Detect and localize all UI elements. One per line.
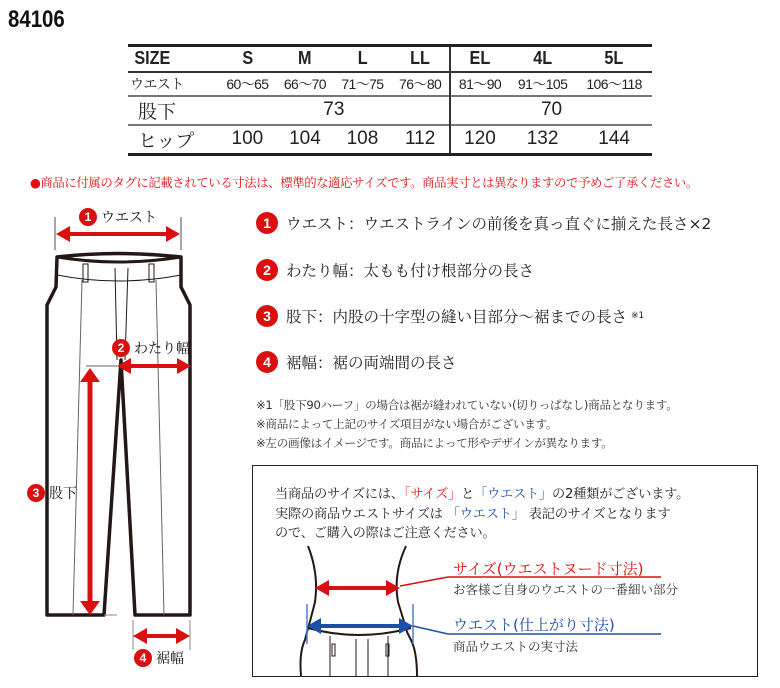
diagram-label-thigh [112, 338, 190, 358]
size-header-label: SIZE [134, 48, 171, 69]
measurement-legend [256, 212, 711, 397]
table-row-waist [128, 72, 652, 96]
finished-waist-description: 商品ウエストの実寸法 [453, 639, 579, 654]
number-badge-3: 3 [27, 484, 45, 502]
hip-l: 108 [346, 128, 379, 149]
nude-waist-description: お客様ご自身のウエストの一番細い部分 [453, 582, 679, 597]
hip-m: 104 [289, 128, 321, 149]
number-badge-1: 1 [256, 212, 278, 234]
info-text-segment: と [461, 487, 475, 502]
waist-s: 60～65 [226, 75, 269, 92]
size-header-5l: 5L [604, 48, 624, 69]
size-term: 「サイズ」 [403, 487, 462, 502]
row-label-waist: ウエスト [130, 75, 184, 92]
number-badge-4: 4 [256, 351, 278, 373]
size-header-m: M [298, 48, 312, 69]
legend-text: 股下：内股の十字型の縫い目部分～裾までの長さ [286, 308, 628, 326]
info-line-1 [275, 485, 689, 505]
size-table-header-row [128, 46, 652, 72]
hip-4l: 132 [526, 128, 559, 149]
diagram-label-text: 裾幅 [156, 651, 184, 667]
hip-ll: 112 [404, 128, 436, 149]
number-badge-1: 1 [79, 208, 97, 226]
table-row-hip [128, 125, 652, 155]
diagram-label-waist [79, 207, 157, 227]
legend-text: 裾幅：裾の両端間の長さ [286, 354, 457, 372]
size-header-el: EL [453, 46, 506, 72]
legend-text: わたり幅：太もも付け根部分の長さ [286, 262, 535, 280]
diagram-label-text: ウエスト [101, 210, 157, 226]
footnote-3: ※左の画像はイメージです。商品によって形やデザインが異なります。 [256, 436, 613, 450]
number-badge-2: 2 [256, 259, 278, 281]
legend-item-inseam [256, 305, 711, 327]
info-text-segment: 当商品のサイズには、 [275, 487, 404, 502]
footnotes [256, 396, 678, 453]
footnote-ref: ※1 [631, 311, 645, 321]
number-badge-4: 4 [134, 649, 152, 667]
hip-s: 100 [231, 128, 264, 149]
footnote-1: ※1「股下90ハーフ」の場合は裾が縫われていない(切りっぱなし)商品となります。 [256, 398, 678, 412]
legend-text: ウエスト：ウエストラインの前後を真っ直ぐに揃えた長さ×2 [286, 215, 712, 233]
waist-4l: 91～105 [517, 75, 568, 92]
waist-term: 「ウエスト」 [474, 487, 553, 502]
info-text-segment: 実際の商品ウエストサイズは [275, 506, 443, 522]
size-header-l: L [357, 48, 368, 69]
pants-diagram [0, 195, 240, 688]
diagram-label-text: 股下 [49, 486, 77, 502]
info-text-segment: 表記のサイズとなります [528, 506, 671, 522]
info-text [275, 485, 689, 544]
diagram-label-hem [134, 648, 184, 668]
size-header-s: S [241, 48, 253, 69]
diagram-label-text: わたり幅 [134, 341, 190, 357]
model-number: 84106 [8, 6, 65, 33]
size-table [128, 44, 652, 156]
footnote-2: ※商品によって上記のサイズ項目がない場合がございます。 [256, 417, 558, 431]
info-text-segment: の2種類がございます。 [552, 487, 690, 502]
hip-5l: 144 [598, 128, 630, 149]
inseam-group-1: 73 [323, 99, 345, 120]
waist-5l: 106～118 [586, 75, 642, 92]
size-header-4l: 4L [533, 48, 553, 69]
waist-term: 「ウエスト」 [446, 506, 525, 522]
legend-item-hem [256, 351, 711, 373]
number-badge-3: 3 [256, 305, 278, 327]
table-row-inseam [128, 96, 652, 125]
row-label-hip: ヒップ [138, 130, 195, 152]
size-tag-notice: ●商品に付属のタグに記載されている寸法は、標準的な適応サイズです。商品実寸とは異なりますので予めご了承ください。 [30, 175, 698, 190]
info-line-2 [275, 505, 689, 525]
legend-item-thigh [256, 259, 711, 281]
waist-el: 81～90 [450, 72, 509, 96]
finished-waist-label: ウエスト(仕上がり寸法) [453, 616, 615, 634]
diagram-label-inseam [27, 483, 77, 503]
waist-ll: 76～80 [399, 75, 442, 92]
nude-waist-label: サイズ(ウエストヌード寸法) [453, 560, 644, 578]
inseam-group-2: 70 [450, 96, 652, 125]
row-label-inseam: 股下 [138, 101, 177, 123]
size-header-ll: LL [410, 48, 431, 69]
waist-l: 71～75 [341, 75, 384, 92]
legend-item-waist [256, 212, 711, 234]
hip-el: 120 [450, 125, 509, 155]
waist-size-info-box [252, 465, 758, 677]
waist-m: 66～70 [283, 75, 326, 92]
number-badge-2: 2 [112, 339, 130, 357]
info-line-3: ので、ご購入の際はご注意ください。 [275, 526, 496, 541]
